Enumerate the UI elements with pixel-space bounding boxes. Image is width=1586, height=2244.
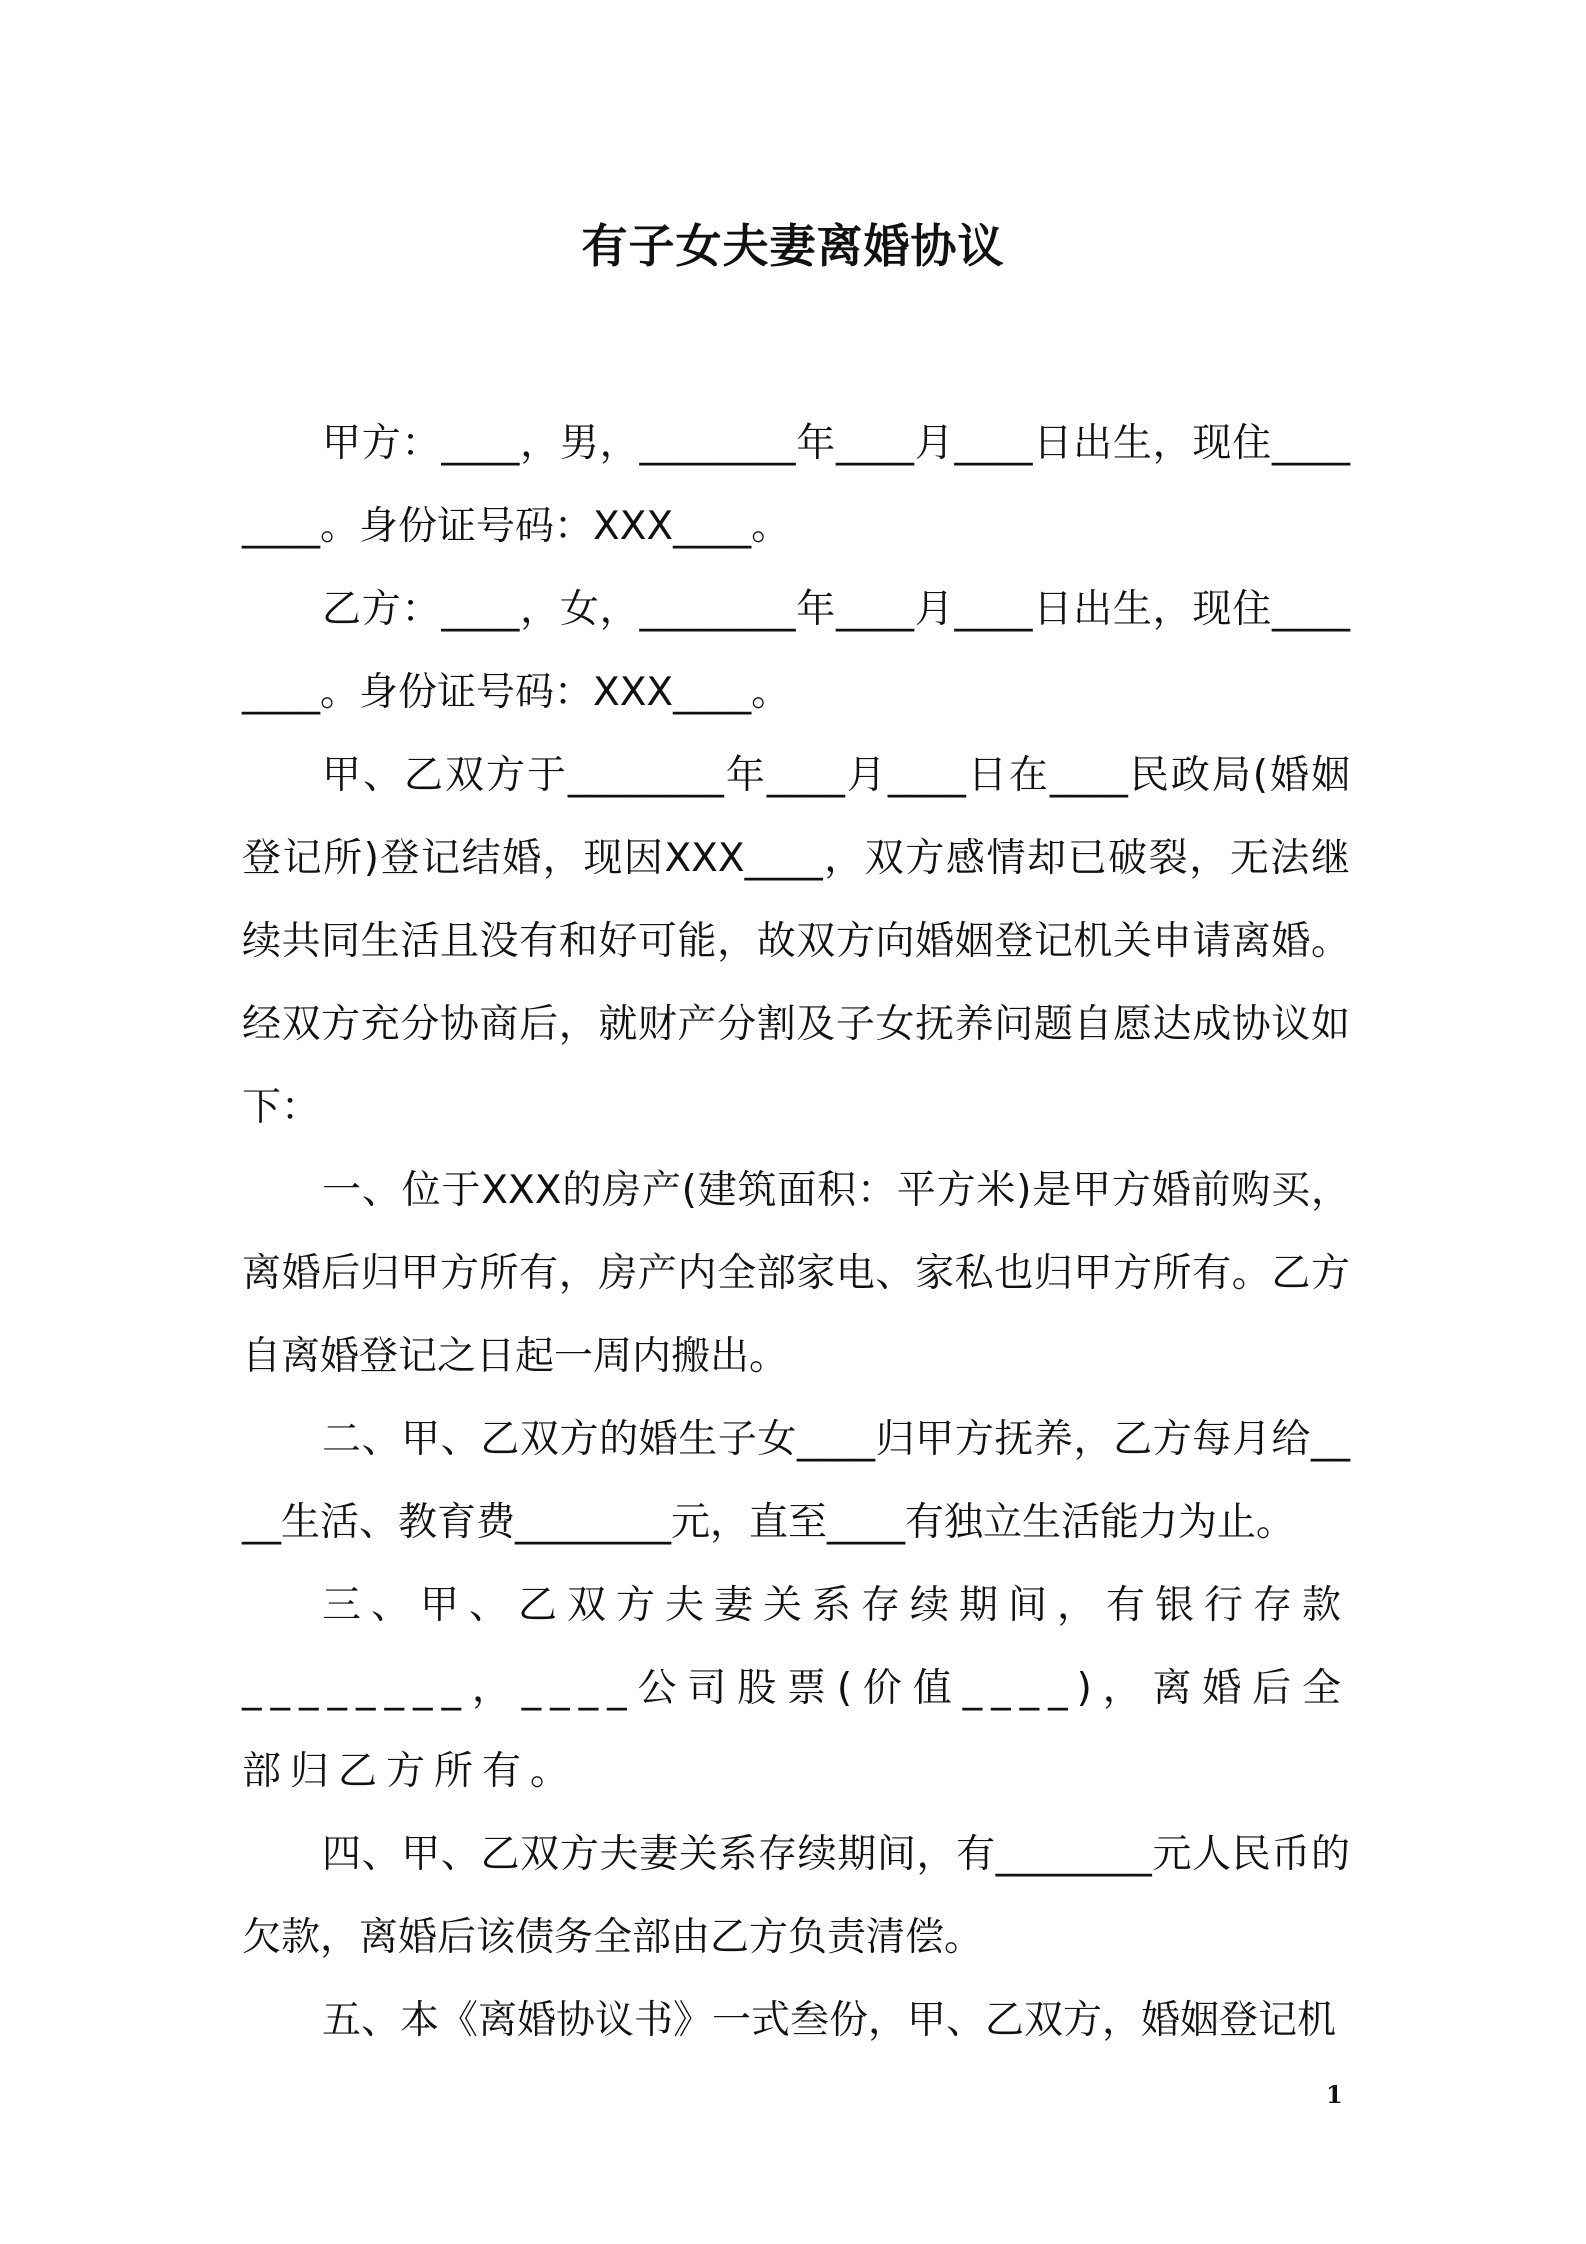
party-a-paragraph: 甲方：____，男，________年____月____日出生，现住________。身份证号码：XXX____。 (242, 421, 1350, 549)
party-b-paragraph: 乙方：____，女，________年____月____日出生，现住________。身份证号码：XXX____。 (242, 587, 1350, 715)
clause-3-savings: 三、甲、乙双方夫妻关系存续期间，有银行存款________，____公司股票(价值____)，离婚后全部归乙方所有。 (242, 1583, 1350, 1794)
marriage-background-paragraph: 甲、乙双方于________年____月____日在____民政局(婚姻登记所)登记结婚，现因XXX____，双方感情却已破裂，无法继续共同生活且没有和好可能，故双方向婚姻登记机关申请离婚。经双方充分协商后，就财产分割及子女抚养问题自愿达成协议如下： (242, 753, 1350, 1130)
clause-4-debt: 四、甲、乙双方夫妻关系存续期间，有________元人民币的欠款，离婚后该债务全部由乙方负责清偿。 (242, 1832, 1350, 1960)
document-body (242, 402, 1350, 2062)
clause-1-property: 一、位于XXX的房产(建筑面积：平方米)是甲方婚前购买，离婚后归甲方所有，房产内全部家电、家私也归甲方所有。乙方自离婚登记之日起一周内搬出。 (242, 1168, 1350, 1379)
clause-5-copies: 五、本《离婚协议书》一式叁份，甲、乙双方，婚姻登记机 (322, 1998, 1337, 2043)
document-title: 有子女夫妻离婚协议 (581, 219, 1005, 273)
clause-2-child-custody: 二、甲、乙双方的婚生子女____归甲方抚养，乙方每月给____生活、教育费________元，直至____有独立生活能力为止。 (242, 1417, 1350, 1545)
page-number: 1 (1326, 2080, 1343, 2109)
